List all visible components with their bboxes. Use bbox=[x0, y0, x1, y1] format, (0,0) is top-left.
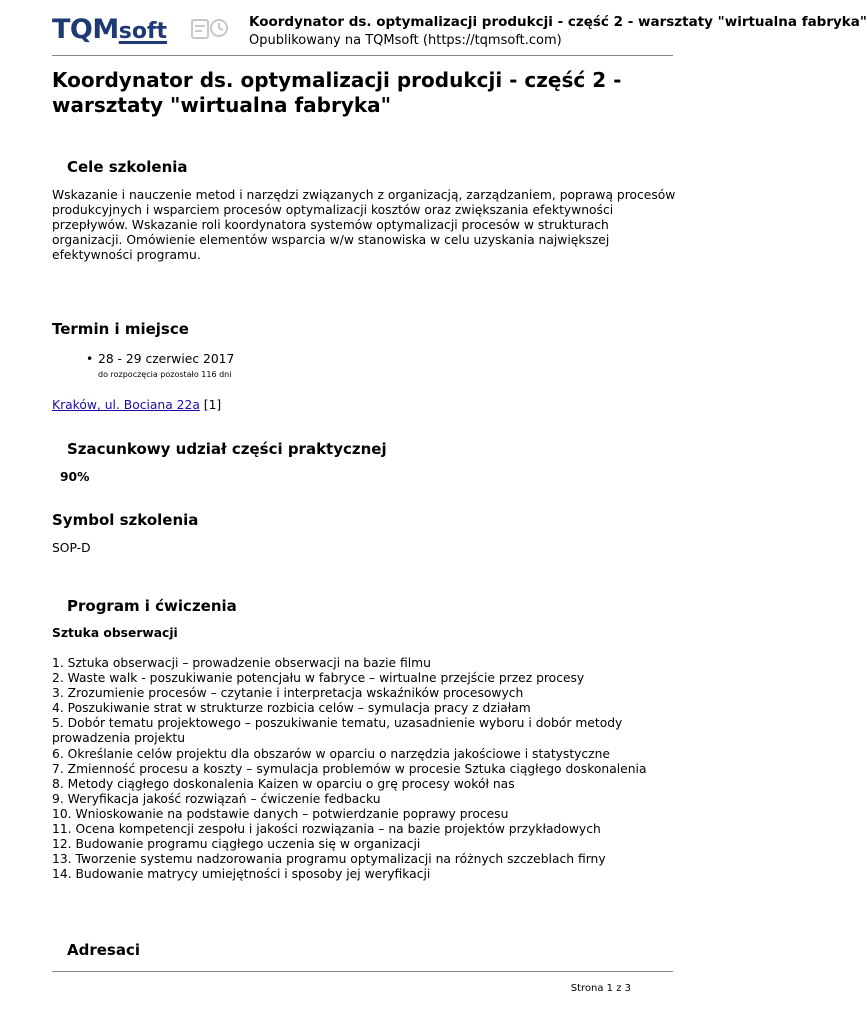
published-note: Opublikowany na TQMsoft (https://tqmsoft.com) bbox=[249, 33, 562, 48]
page-number: Strona 1 z 3 bbox=[570, 983, 631, 994]
page-header bbox=[0, 0, 867, 56]
list-item: 14. Budowanie matrycy umiejętności i sposoby jej weryfikacji bbox=[52, 867, 431, 882]
practical-value: 90% bbox=[60, 470, 90, 484]
program-subheading: Sztuka obserwacji bbox=[52, 626, 178, 640]
audience-heading: Adresaci bbox=[67, 941, 141, 959]
practical-heading: Szacunkowy udział części praktycznej bbox=[67, 440, 387, 458]
list-item: 9. Weryfikacja jakość rozwiązań – ćwiczenie fedbacku bbox=[52, 791, 381, 806]
list-item: 7. Zmienność procesu a koszty – symulacja problemów w procesie Sztuka ciągłego doskonalenia bbox=[52, 761, 647, 776]
list-item: 5. Dobór tematu projektowego – poszukiwanie tematu, uzasadnienie wyboru i dobór metody prowadzenia projektu bbox=[52, 716, 623, 746]
page-title: Koordynator ds. optymalizacji produkcji - część 2 - warsztaty "wirtualna fabryka" bbox=[52, 68, 622, 117]
list-item: 2. Waste walk - poszukiwanie potencjału w fabryce – wirtualne przejście przez procesy bbox=[52, 671, 585, 686]
goals-heading: Cele szkolenia bbox=[67, 158, 188, 176]
symbol-heading: Symbol szkolenia bbox=[52, 511, 199, 529]
list-item: 3. Zrozumienie procesów – czytanie i interpretacja wskaźników procesowych bbox=[52, 686, 524, 701]
footer-divider bbox=[52, 971, 673, 972]
list-item: 10. Wnioskowanie na podstawie danych – potwierdzanie poprawy procesu bbox=[52, 806, 509, 821]
days-remaining: do rozpoczęcia pozostało 116 dni bbox=[98, 370, 232, 379]
list-item: 4. Poszukiwanie strat w strukturze rozbicia celów – symulacja pracy z działam bbox=[52, 701, 531, 716]
goals-text: Wskazanie i nauczenie metod i narzędzi związanych z organizacją, zarządzaniem, poprawą procesów produkcyjnych i wsparciem procesów optymalizacji kosztów oraz zwiększania efektywności przepływów. Wskazanie roli koordynatora systemów optymalizacji procesów w strukturach organizacji. Omówienie elementów wsparcia w/w stanowiska w celu uzyskania największej efektywności programu. bbox=[52, 188, 676, 263]
list-item: 6. Określanie celów projektu dla obszarów w oparciu o narzędzia jakościowe i statystyczne bbox=[52, 746, 610, 761]
location-ref: [1] bbox=[203, 398, 222, 412]
schedule-date-item bbox=[88, 352, 234, 379]
list-item: 12. Budowanie programu ciągłego uczenia się w organizacji bbox=[52, 837, 421, 852]
tqmsoft-logo[interactable] bbox=[52, 14, 167, 48]
list-item: 1. Sztuka obserwacji – prowadzenie obserwacji na bazie filmu bbox=[52, 656, 431, 670]
schedule-list bbox=[88, 352, 234, 379]
program-heading: Program i ćwiczenia bbox=[67, 597, 237, 615]
program-list bbox=[52, 656, 677, 882]
logo-suffix-text: soft bbox=[118, 19, 168, 44]
list-item: 11. Ocena kompetencji zespołu i jakości rozwiązania – na bazie projektów przykładowych bbox=[52, 822, 601, 837]
list-item: 13. Tworzenie systemu nadzorowania programu optymalizacji na różnych szczeblach firny bbox=[52, 852, 606, 867]
location-link[interactable]: Kraków, ul. Bociana 22a bbox=[52, 398, 200, 412]
schedule-date: 28 - 29 czerwiec 2017 bbox=[98, 352, 235, 366]
logo-main-text: TQM bbox=[52, 14, 119, 45]
list-item: 8. Metody ciągłego doskonalenia Kaizen w oparciu o grę procesy wokół nas bbox=[52, 776, 515, 791]
symbol-value: SOP-D bbox=[52, 541, 91, 555]
schedule-heading: Termin i miejsce bbox=[52, 320, 189, 338]
header-divider bbox=[52, 55, 673, 56]
running-title: Koordynator ds. optymalizacji produkcji - część 2 - warsztaty "wirtualna fabryka" bbox=[249, 14, 867, 30]
logo-graphic-icon bbox=[190, 14, 230, 46]
location-line bbox=[52, 398, 221, 413]
